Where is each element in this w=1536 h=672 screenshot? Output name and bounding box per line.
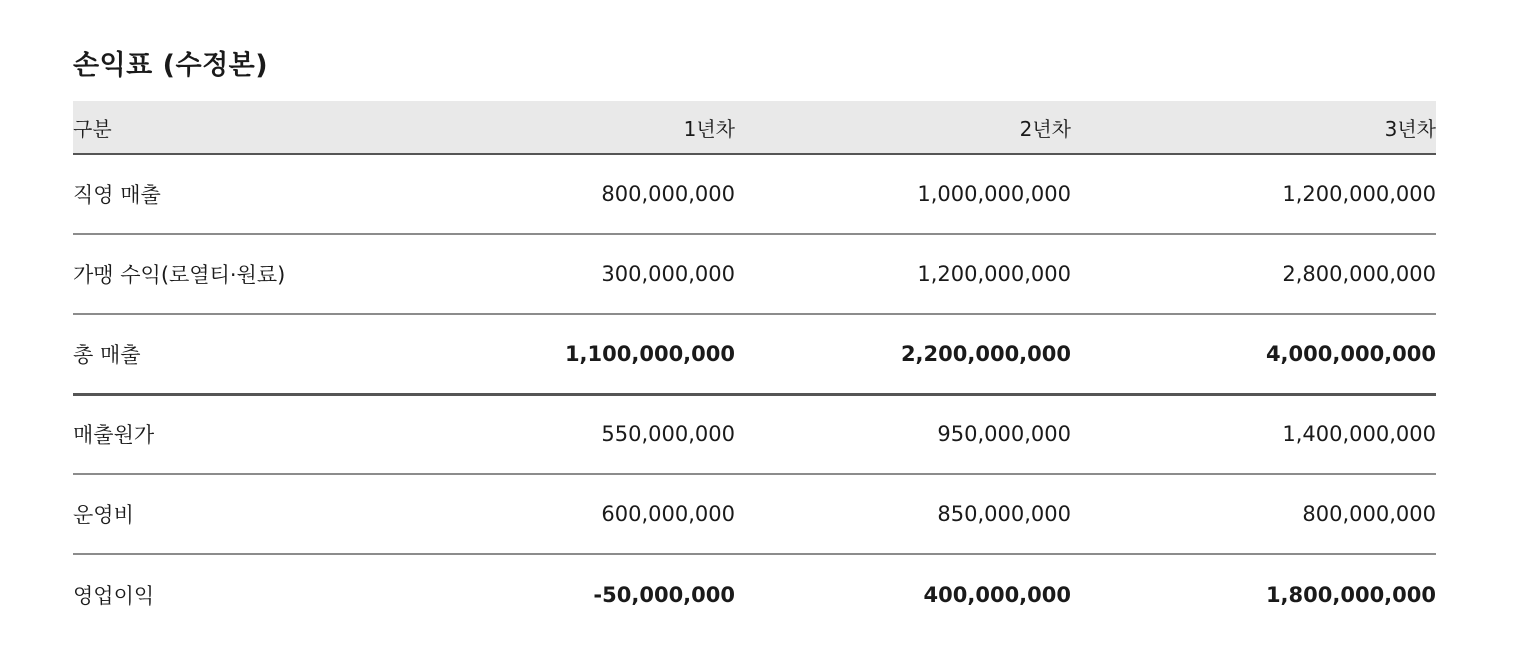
table-header-row: [73, 101, 1436, 154]
table-row-operating-profit: [73, 554, 1436, 634]
row-label: 운영비: [73, 474, 433, 554]
header-category: 구분: [73, 101, 433, 154]
table-row-total-sales: [73, 314, 1436, 394]
cell-year-3: 2,800,000,000: [1071, 234, 1436, 314]
cell-year-1: 800,000,000: [433, 154, 735, 234]
row-label: 직영 매출: [73, 154, 433, 234]
page-title: 손익표 (수정본): [73, 50, 269, 81]
cell-year-1: 600,000,000: [433, 474, 735, 554]
cell-year-2: 400,000,000: [923, 582, 1071, 607]
row-label: 총 매출: [73, 314, 433, 394]
cell-year-3: 4,000,000,000: [1071, 314, 1436, 394]
cell-year-3: 800,000,000: [1071, 474, 1436, 554]
income-table: [73, 101, 1436, 634]
cell-year-2: 2,200,000,000: [735, 314, 1071, 394]
cell-year-3: 1,200,000,000: [1071, 154, 1436, 234]
row-label: 가맹 수익(로열티·원료): [73, 234, 433, 314]
table-row-direct-sales: [73, 154, 1436, 234]
cell-year-1: 300,000,000: [433, 234, 735, 314]
cell-year-2: 850,000,000: [735, 474, 1071, 554]
cell-year-1: 1,100,000,000: [433, 314, 735, 394]
row-label: 매출원가: [73, 394, 433, 474]
header-year-2: 2년차: [735, 101, 1071, 154]
row-label: 영업이익: [73, 583, 155, 608]
cell-year-1: -50,000,000: [593, 582, 735, 607]
header-year-3: 3년차: [1071, 101, 1436, 154]
cell-year-2: 950,000,000: [735, 394, 1071, 474]
table-row-franchise-income: [73, 234, 1436, 314]
cell-year-3: 1,800,000,000: [1265, 582, 1436, 607]
cell-year-2: 1,000,000,000: [735, 154, 1071, 234]
table-row-cost-of-sales: [73, 394, 1436, 474]
cell-year-2: 1,200,000,000: [735, 234, 1071, 314]
cell-year-1: 550,000,000: [433, 394, 735, 474]
header-year-1: 1년차: [433, 101, 735, 154]
table-row-operating-expenses: [73, 474, 1436, 554]
cell-year-3: 1,400,000,000: [1071, 394, 1436, 474]
